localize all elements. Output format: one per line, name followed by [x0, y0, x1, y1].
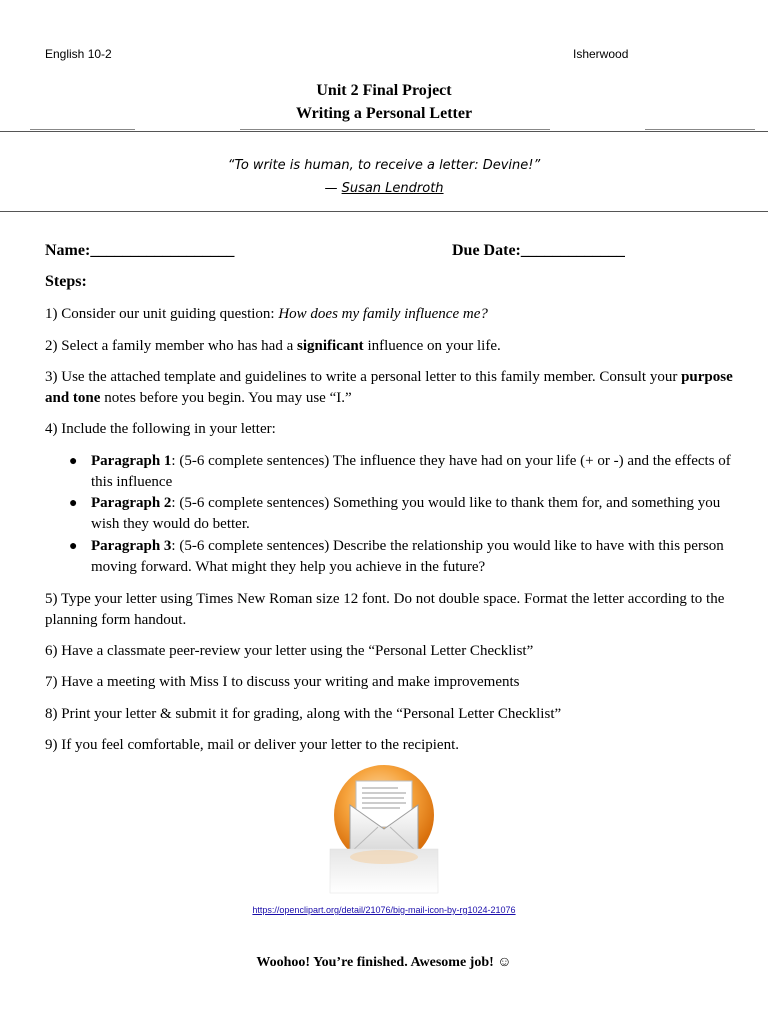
course-label: English 10-2 [45, 47, 112, 61]
quote-rule [0, 211, 768, 212]
header-rule-accent-3 [645, 129, 755, 130]
bullet-icon: ● [69, 454, 78, 469]
step-4: 4) Include the following in your letter: [45, 421, 276, 437]
due-date-field: Due Date:_____________ [452, 242, 625, 259]
quote-text: “To write is human, to receive a letter: Devine!” [227, 158, 541, 173]
quote-author: Susan Lendroth [341, 181, 444, 196]
closing-message: Woohoo! You’re finished. Awesome job! ☺ [256, 955, 512, 970]
header-rule [0, 131, 768, 132]
step-5: 5) Type your letter using Times New Roman size 12 font. Do not double space. Format the letter according to the planning form handout. [45, 591, 725, 628]
doc-subtitle: Writing a Personal Letter [295, 105, 473, 122]
doc-title: Unit 2 Final Project [316, 82, 452, 99]
image-source-link[interactable]: https://openclipart.org/detail/21076/big-mail-icon-by-rg1024-21076 [252, 905, 516, 915]
quote-attribution: — Susan Lendroth [324, 181, 444, 196]
bullet-paragraph-1: ● Paragraph 1: (5-6 complete sentences) The influence they have had on your life (+ or -) and the effects of this influence [69, 453, 731, 490]
teacher-name: Isherwood [573, 47, 629, 61]
header-rule-accent [30, 129, 135, 130]
mail-envelope-icon [328, 763, 440, 895]
step-6: 6) Have a classmate peer-review your letter using the “Personal Letter Checklist” [45, 643, 534, 659]
name-field: Name:__________________ [45, 242, 235, 259]
step-7: 7) Have a meeting with Miss I to discuss your writing and make improvements [45, 674, 520, 690]
step-8: 8) Print your letter & submit it for grading, along with the “Personal Letter Checklist” [45, 706, 562, 722]
step-3: 3) Use the attached template and guidelines to write a personal letter to this family member. Consult your purpose and tone notes before you begin. You may use “I.” [45, 369, 733, 406]
bullet-icon: ● [69, 539, 78, 554]
bullet-paragraph-2: ● Paragraph 2: (5-6 complete sentences) Something you would like to thank them for, and something you wish they would do better. [69, 495, 721, 532]
step-1: 1) Consider our unit guiding question: How does my family influence me? [45, 306, 488, 322]
step-9: 9) If you feel comfortable, mail or deliver your letter to the recipient. [45, 737, 460, 753]
bullet-paragraph-3: ● Paragraph 3: (5-6 complete sentences) Describe the relationship you would like to have with this person moving forward. What might they help you achieve in the future? [69, 538, 724, 575]
bullet-icon: ● [69, 496, 78, 511]
header-rule-accent-2 [240, 129, 550, 130]
step-2: 2) Select a family member who has had a significant influence on your life. [45, 338, 501, 354]
steps-heading: Steps: [45, 273, 87, 290]
